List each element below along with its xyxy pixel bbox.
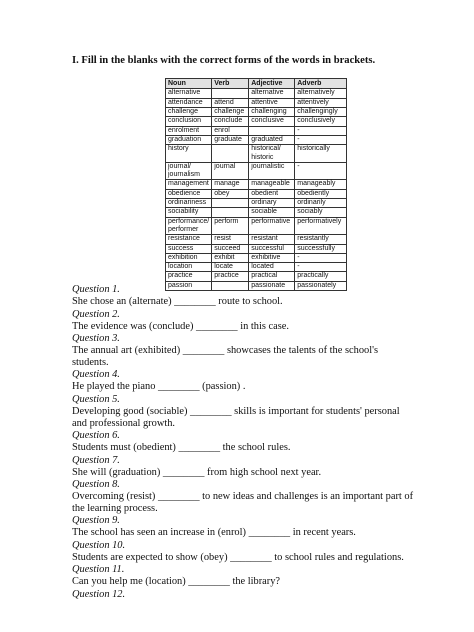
adverb-cell: successfully [295, 244, 347, 253]
verb-cell: journal [212, 162, 249, 180]
table-header-row [166, 79, 347, 89]
adjective-cell: ordinary [249, 199, 295, 208]
adverb-cell: manageably [295, 180, 347, 189]
verb-cell [212, 208, 249, 217]
verb-cell: perform [212, 217, 249, 235]
verb-cell [212, 89, 249, 98]
verb-cell: obey [212, 189, 249, 198]
question-text: The evidence was (conclude) ________ in this case. [72, 321, 289, 332]
question-item [72, 394, 417, 430]
word-forms-table [165, 78, 347, 291]
question-text: The school has seen an increase in (enrol) ________ in recent years. [72, 527, 356, 538]
adjective-cell: historical/ historic [249, 145, 295, 163]
verb-cell: attend [212, 98, 249, 107]
verb-cell: challenge [212, 108, 249, 117]
header-adverb: Adverb [295, 79, 347, 89]
table-row [166, 189, 347, 198]
adjective-cell: alternative [249, 89, 295, 98]
adjective-cell: sociable [249, 208, 295, 217]
noun-cell: alternative [166, 89, 212, 98]
noun-cell: ordinariness [166, 199, 212, 208]
table-row [166, 253, 347, 262]
adverb-cell: - [295, 253, 347, 262]
adverb-cell: conclusively [295, 117, 347, 126]
noun-cell: journal/ journalism [166, 162, 212, 180]
verb-cell: exhibit [212, 253, 249, 262]
question-label: Question 6. [72, 430, 120, 441]
adverb-cell: - [295, 263, 347, 272]
noun-cell: location [166, 263, 212, 272]
question-label: Question 12. [72, 589, 126, 600]
adjective-cell: attentive [249, 98, 295, 107]
question-text: She will (graduation) ________ from high school next year. [72, 467, 322, 478]
question-label: Question 10. [72, 540, 126, 551]
noun-cell: exhibition [166, 253, 212, 262]
table-row [166, 135, 347, 144]
adjective-cell: successful [249, 244, 295, 253]
question-label: Question 3. [72, 333, 120, 344]
question-text: Developing good (sociable) ________ skills is important for students' personal and professional growth. [72, 406, 400, 429]
table-row [166, 235, 347, 244]
question-item [72, 430, 290, 454]
adjective-cell: located [249, 263, 295, 272]
question-text: She chose an (alternate) ________ route to school. [72, 296, 283, 307]
adverb-cell: practically [295, 272, 347, 281]
noun-cell: conclusion [166, 117, 212, 126]
table-row [166, 89, 347, 98]
adjective-cell: resistant [249, 235, 295, 244]
noun-cell: sociability [166, 208, 212, 217]
adverb-cell: ordinarily [295, 199, 347, 208]
adjective-cell [249, 126, 295, 135]
adjective-cell: exhibitive [249, 253, 295, 262]
table-row [166, 126, 347, 135]
noun-cell: obedience [166, 189, 212, 198]
question-text: The annual art (exhibited) ________ showcases the talents of the school's students. [72, 345, 379, 368]
header-noun: Noun [166, 79, 212, 89]
noun-cell: resistance [166, 235, 212, 244]
noun-cell: practice [166, 272, 212, 281]
table-row [166, 244, 347, 253]
question-item [72, 515, 356, 539]
question-item [72, 369, 245, 393]
table-body [166, 89, 347, 291]
noun-cell: challenge [166, 108, 212, 117]
verb-cell [212, 199, 249, 208]
adverb-cell: obediently [295, 189, 347, 198]
adverb-cell: - [295, 126, 347, 135]
verb-cell: conclude [212, 117, 249, 126]
adjective-cell: obedient [249, 189, 295, 198]
question-label: Question 11. [72, 564, 125, 575]
question-item [72, 455, 321, 479]
question-item [72, 564, 280, 588]
noun-cell: management [166, 180, 212, 189]
table-row [166, 98, 347, 107]
noun-cell: passion [166, 281, 212, 290]
adverb-cell: resistantly [295, 235, 347, 244]
table-row [166, 145, 347, 163]
table-row [166, 108, 347, 117]
adjective-cell: conclusive [249, 117, 295, 126]
adjective-cell: practical [249, 272, 295, 281]
table-row [166, 180, 347, 189]
verb-cell: succeed [212, 244, 249, 253]
adjective-cell: journalistic [249, 162, 295, 180]
exercise-heading: I. Fill in the blanks with the correct forms of the words in brackets. [72, 55, 376, 66]
adverb-cell: alternatively [295, 89, 347, 98]
question-text: Overcoming (resist) ________ to new ideas and challenges is an important part of the learning process. [72, 491, 414, 514]
verb-cell: resist [212, 235, 249, 244]
verb-cell: graduate [212, 135, 249, 144]
verb-cell: enrol [212, 126, 249, 135]
header-verb: Verb [212, 79, 249, 89]
question-label: Question 9. [72, 515, 120, 526]
question-item [72, 333, 417, 369]
question-label: Question 7. [72, 455, 120, 466]
question-item [72, 284, 283, 308]
noun-cell: attendance [166, 98, 212, 107]
noun-cell: performance/ performer [166, 217, 212, 235]
table-row [166, 208, 347, 217]
noun-cell: enrolment [166, 126, 212, 135]
question-text: He played the piano ________ (passion) . [72, 381, 246, 392]
adverb-cell: passionately [295, 281, 347, 290]
noun-cell: success [166, 244, 212, 253]
question-label: Question 5. [72, 394, 120, 405]
noun-cell: history [166, 145, 212, 163]
adverb-cell: performatively [295, 217, 347, 235]
table-row [166, 117, 347, 126]
adverb-cell: - [295, 162, 347, 180]
adjective-cell: passionate [249, 281, 295, 290]
question-item [72, 309, 289, 333]
table-row [166, 272, 347, 281]
question-text: Students must (obedient) ________ the school rules. [72, 442, 291, 453]
adverb-cell: historically [295, 145, 347, 163]
table-row [166, 199, 347, 208]
adverb-cell: challengingly [295, 108, 347, 117]
question-label: Question 2. [72, 309, 120, 320]
table-row [166, 162, 347, 180]
header-adjective: Adjective [249, 79, 295, 89]
table-row [166, 263, 347, 272]
question-label: Question 8. [72, 479, 120, 490]
question-item [72, 589, 125, 601]
question-text: Can you help me (location) ________ the library? [72, 576, 281, 587]
adverb-cell: - [295, 135, 347, 144]
verb-cell [212, 145, 249, 163]
verb-cell: manage [212, 180, 249, 189]
verb-cell: practice [212, 272, 249, 281]
question-text: Students are expected to show (obey) ________ to school rules and regulations. [72, 552, 404, 563]
question-label: Question 1. [72, 284, 120, 295]
question-item [72, 540, 404, 564]
adjective-cell: challenging [249, 108, 295, 117]
adjective-cell: manageable [249, 180, 295, 189]
question-label: Question 4. [72, 369, 120, 380]
adjective-cell: performative [249, 217, 295, 235]
table-row [166, 217, 347, 235]
adjective-cell: graduated [249, 135, 295, 144]
verb-cell: locate [212, 263, 249, 272]
adverb-cell: attentively [295, 98, 347, 107]
question-item [72, 479, 417, 515]
noun-cell: graduation [166, 135, 212, 144]
adverb-cell: sociably [295, 208, 347, 217]
